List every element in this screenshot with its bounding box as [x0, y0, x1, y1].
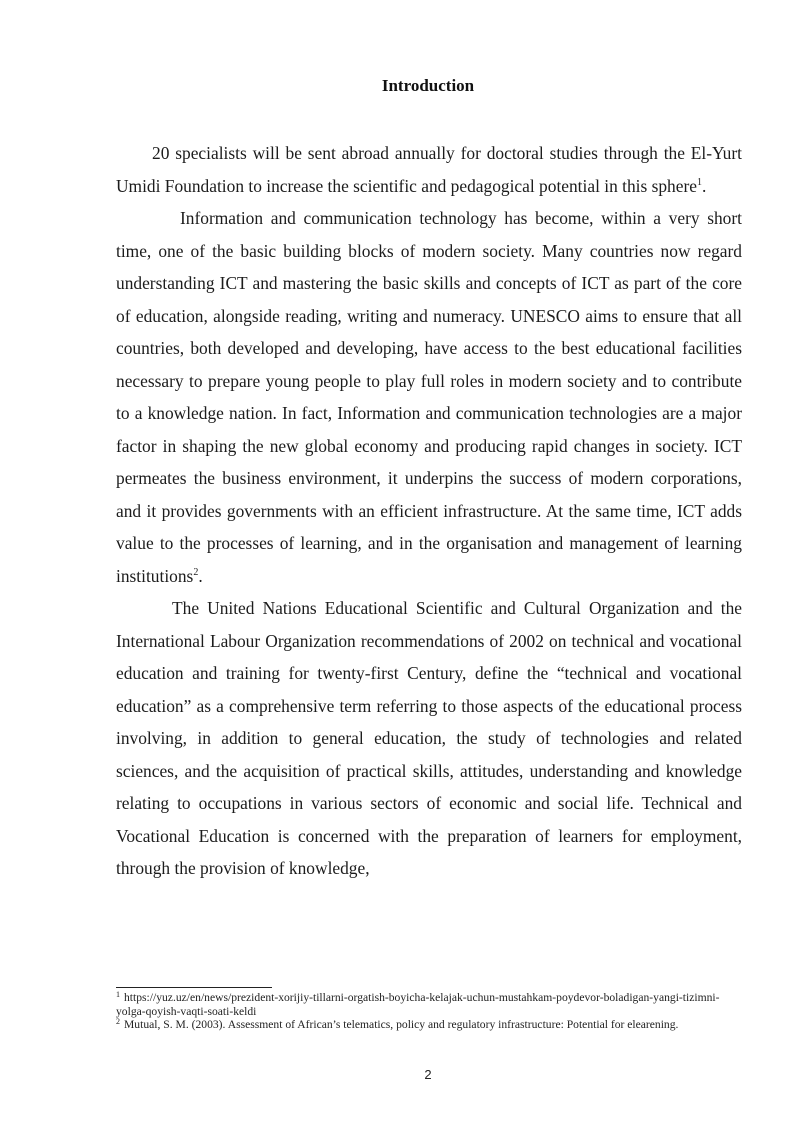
- section-heading: Introduction: [381, 76, 475, 95]
- paragraph-3-text: The United Nations Educational Scientific and Cultural Organization and the International Labour Organization recommendations of 2002 on technical and vocational education and training for twenty-first Century, define the “technical and vocational education” as a comprehensive term referring to those aspects of the educational process involving, in addition to general education, the study of technologies and related sciences, and the acquisition of practical skills, attitudes, understanding and knowledge relating to occupations in various sectors of economic and social life. Technical and Vocational Education is concerned with the preparation of learners for employment, through the provision of knowledge,: [116, 598, 742, 878]
- paragraph-2-text: Information and communication technology has become, within a very short time, one of the basic building blocks of modern society. Many countries now regard understanding ICT and mastering the basic skills and concepts of ICT as part of the core of education, alongside reading, writing and numeracy. UNESCO aims to ensure that all countries, both developed and developing, have access to the best educational facilities necessary to prepare young people to play full roles in modern society and to contribute to a knowledge nation. In fact, Information and communication technologies are a major factor in shaping the new global economy and producing rapid changes in society. ICT permeates the business environment, it underpins the success of modern corporations, and it provides governments with an efficient infrastructure. At the same time, ICT adds value to the processes of learning, and in the organisation and management of learning institutions: [116, 208, 742, 586]
- footnote-ref-1[interactable]: 1: [696, 176, 702, 188]
- footnote-separator: [116, 987, 272, 988]
- footnote-1: [116, 991, 742, 1018]
- footnote-1-number: 1: [116, 990, 120, 999]
- footnote-2-text: Mutual, S. M. (2003). Assessment of African’s telematics, policy and regulatory infrastructure: Potential for elearening.: [124, 1018, 679, 1031]
- paragraph-1: [116, 137, 742, 202]
- paragraph-2-end: .: [198, 565, 203, 586]
- paragraph-1-text: 20 specialists will be sent abroad annually for doctoral studies through the El-Yurt Umidi Foundation to increase the scientific and pedagogical potential in this sphere: [116, 143, 742, 196]
- paragraph-1-end: .: [701, 175, 707, 196]
- footnotes: [116, 991, 742, 1032]
- paragraph-3: [116, 592, 742, 885]
- footnote-ref-2[interactable]: 2: [193, 566, 199, 578]
- page-number: 2: [424, 1067, 432, 1082]
- body-text: [116, 137, 742, 885]
- paragraph-2: [116, 202, 742, 592]
- footnote-2: [116, 1018, 742, 1032]
- footnote-1-text[interactable]: https://yuz.uz/en/news/prezident-xorijiy-tillarni-orgatish-boyicha-kelajak-uchun-mustahkam-poydevor-boladigan-yangi-tizimni-yolga-qoyish-vaqti-soati-keldi: [116, 991, 720, 1018]
- footnote-2-number: 2: [116, 1017, 120, 1026]
